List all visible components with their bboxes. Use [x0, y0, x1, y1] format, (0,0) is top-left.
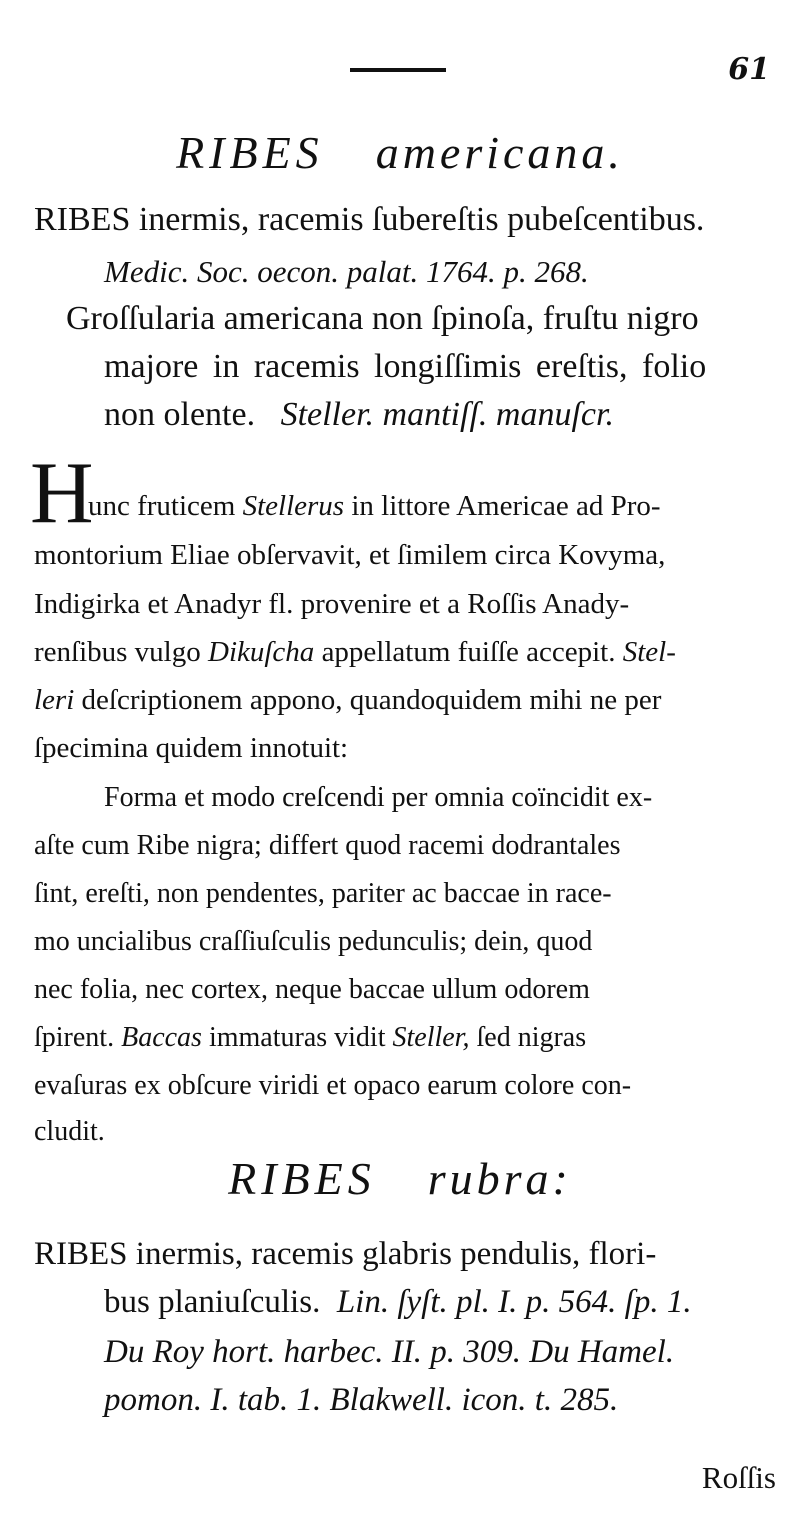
section-title-ribes-americana: [0, 126, 800, 179]
body-text: unc fruticem: [88, 490, 243, 522]
description-line: Forma et modo creſcendi per omnia coïncidit ex-: [104, 782, 653, 813]
body-line: montorium Eliae obſervavit, et ſimilem circa Kovyma,: [34, 539, 666, 571]
body-line: Indigirka et Anadyr fl. provenire et a Roſſis Anady-: [34, 588, 630, 620]
title-genus: RIBES: [176, 127, 324, 178]
body-text: in littore Americae ad Pro-: [344, 490, 661, 522]
synonymy-line: [104, 1286, 692, 1319]
title-species: americana.: [375, 127, 624, 178]
section-title-ribes-rubra: [0, 1152, 800, 1205]
description-text: immaturas vidit: [201, 1022, 393, 1053]
title-genus: RIBES: [228, 1153, 376, 1204]
body-line: [88, 492, 661, 521]
description-line: evaſuras ex obſcure viridi et opaco earum colore con-: [34, 1070, 632, 1101]
reference-line: Du Roy hort. harbec. II. p. 309. Du Hamel.: [104, 1334, 675, 1370]
body-text: deſcriptionem appono, quandoquidem mihi ne per: [74, 684, 662, 716]
description-line: mo uncialibus craſſiuſculis pedunculis; dein, quod: [34, 926, 593, 957]
reference-line: pomon. I. tab. 1. Blakwell. icon. t. 285.: [104, 1382, 619, 1418]
catchword: Roſſis: [701, 1460, 776, 1495]
description-text: ſpirent.: [34, 1022, 122, 1053]
synonymy-line: [104, 398, 614, 432]
synonymy-text: bus planiuſculis.: [104, 1284, 321, 1320]
author-name: leri: [34, 684, 75, 716]
author-name: Steller,: [392, 1022, 470, 1053]
vernacular-name: Dikuſcha: [208, 636, 315, 668]
body-text: appellatum fuiſſe accepit.: [314, 636, 623, 668]
reference-text: Lin. ſyſt. pl. I. p. 564. ſp. 1.: [336, 1284, 692, 1320]
header-rule: [350, 68, 446, 72]
description-line: nec folia, nec cortex, neque baccae ullum odorem: [34, 974, 590, 1005]
body-line: [34, 638, 676, 667]
reference-text: Steller. mantiſſ. manuſcr.: [280, 396, 614, 433]
body-line: ſpecimina quidem innotuit:: [34, 732, 349, 764]
drop-cap: H: [30, 445, 94, 542]
synonymy-text: non olente.: [104, 396, 256, 433]
body-line: [34, 686, 661, 715]
description-line: ſint, ereſti, non pendentes, pariter ac baccae in race-: [34, 878, 612, 909]
synonymy-line: Groſſularia americana non ſpinoſa, fruſtu nigro: [66, 300, 699, 337]
author-name: Stel-: [622, 636, 676, 668]
description-text: ſed nigras: [469, 1022, 587, 1053]
title-species: rubra:: [427, 1153, 572, 1204]
synonymy-line: RIBES inermis, racemis glabris pendulis, flori-: [34, 1236, 657, 1272]
synonymy-line: RIBES inermis, racemis ſubereſtis pubeſcentibus.: [34, 201, 705, 238]
body-text: renſibus vulgo: [34, 636, 208, 668]
description-line: aſte cum Ribe nigra; differt quod racemi dodrantales: [34, 830, 621, 861]
synonymy-line: majore in racemis longiſſimis ereſtis, folio: [104, 348, 707, 385]
description-line: [34, 1024, 586, 1052]
description-line: cludit.: [34, 1116, 105, 1147]
description-italic: Baccas: [121, 1022, 202, 1053]
reference-line: Medic. Soc. oecon. palat. 1764. p. 268.: [104, 254, 589, 289]
page-number: 61: [728, 52, 770, 87]
author-name: Stellerus: [242, 490, 345, 522]
